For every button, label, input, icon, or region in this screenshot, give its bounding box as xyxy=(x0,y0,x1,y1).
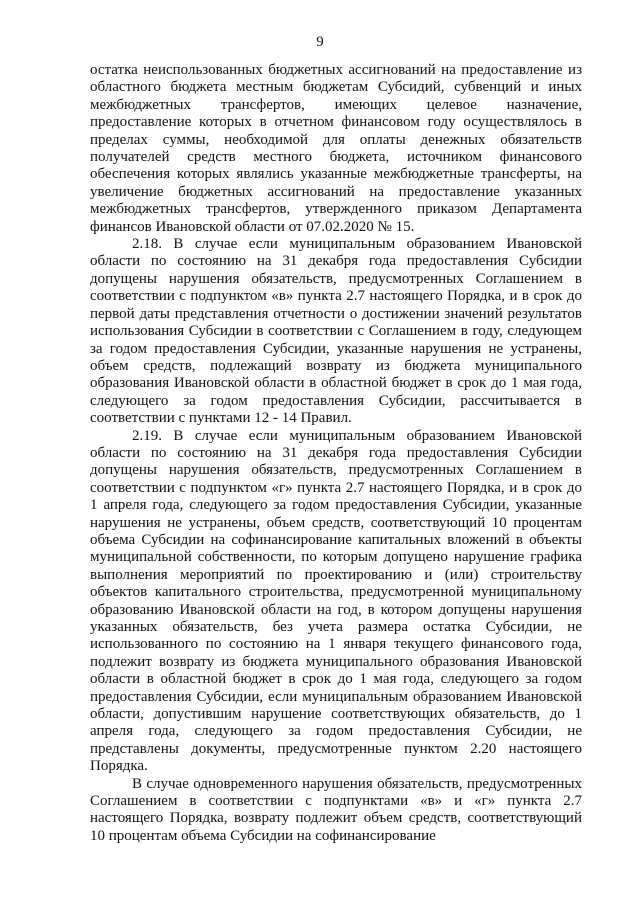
page-number: 9 xyxy=(316,34,324,50)
paragraph-2-18: 2.18. В случае если муниципальным образованием Ивановской области по состоянию на 31 декабря года предоставления Субсидии допущены нарушения обязательств, предусмотренных Соглашением в соответствии с подпунктом «в» пункта 2.7 настоящего Порядка, и в срок до первой даты представления отчетности о достижении значений результатов использования Субсидии в соответствии с Соглашением в году, следующем за годом предоставления Субсидии, указанные нарушения не устранены, объем средств, подлежащий возврату из бюджета муниципального образования Ивановской области в областной бюджет в срок до 1 мая года, следующего за годом предоставления Субсидии, рассчитывается в соответствии с пунктами 12 - 14 Правил. xyxy=(90,236,582,427)
document-body xyxy=(90,62,582,845)
paragraph-continuation: остатка неиспользованных бюджетных ассигнований на предоставление из областного бюджета местным бюджетам Субсидий, субвенций и иных межбюджетных трансфертов, имеющих целевое назначение, предоставление которых в отчетном финансовом году осуществлялось в пределах суммы, необходимой для оплаты денежных обязательств получателей средств местного бюджета, источником финансового обеспечения которых являлись указанные межбюджетные трансферты, на увеличение бюджетных ассигнований на предоставление указанных межбюджетных трансфертов, утвержденного приказом Департамента финансов Ивановской области от 07.02.2020 № 15. xyxy=(90,62,582,235)
paragraph-2-19: 2.19. В случае если муниципальным образованием Ивановской области по состоянию на 31 декабря года предоставления Субсидии допущены нарушения обязательств, предусмотренных Соглашением в соответствии с подпунктом «г» пункта 2.7 настоящего Порядка, и в срок до 1 апреля года, следующего за годом предоставления Субсидии, указанные нарушения не устранены, объем средств, соответствующий 10 процентам объема Субсидии на софинансирование капитальных вложений в объекты муниципальной собственности, по которым допущено нарушение графика выполнения мероприятий по проектированию и (или) строительству объектов капитального строительства, предусмотренной муниципальному образованию Ивановской области на год, в котором допущены нарушения указанных обязательств, без учета размера остатка Субсидии, не использованного по состоянию на 1 января текущего финансового года, подлежит возврату из бюджета муниципального образования Ивановской области в областной бюджет в срок до 1 мая года, следующего за годом предоставления Субсидии, если муниципальным образованием Ивановской области, допустившим нарушение соответствующих обязательств, до 1 апреля года, следующего за годом предоставления Субсидии, не представлены документы, предусмотренные пунктом 2.20 настоящего Порядка. xyxy=(90,427,582,775)
paragraph-simultaneous-violation: В случае одновременного нарушения обязательств, предусмотренных Соглашением в соответствии с подпунктами «в» и «г» пункта 2.7 настоящего Порядка, возврату подлежит объем средств, соответствующий 10 процентам объема Субсидии на софинансирование xyxy=(90,775,582,844)
